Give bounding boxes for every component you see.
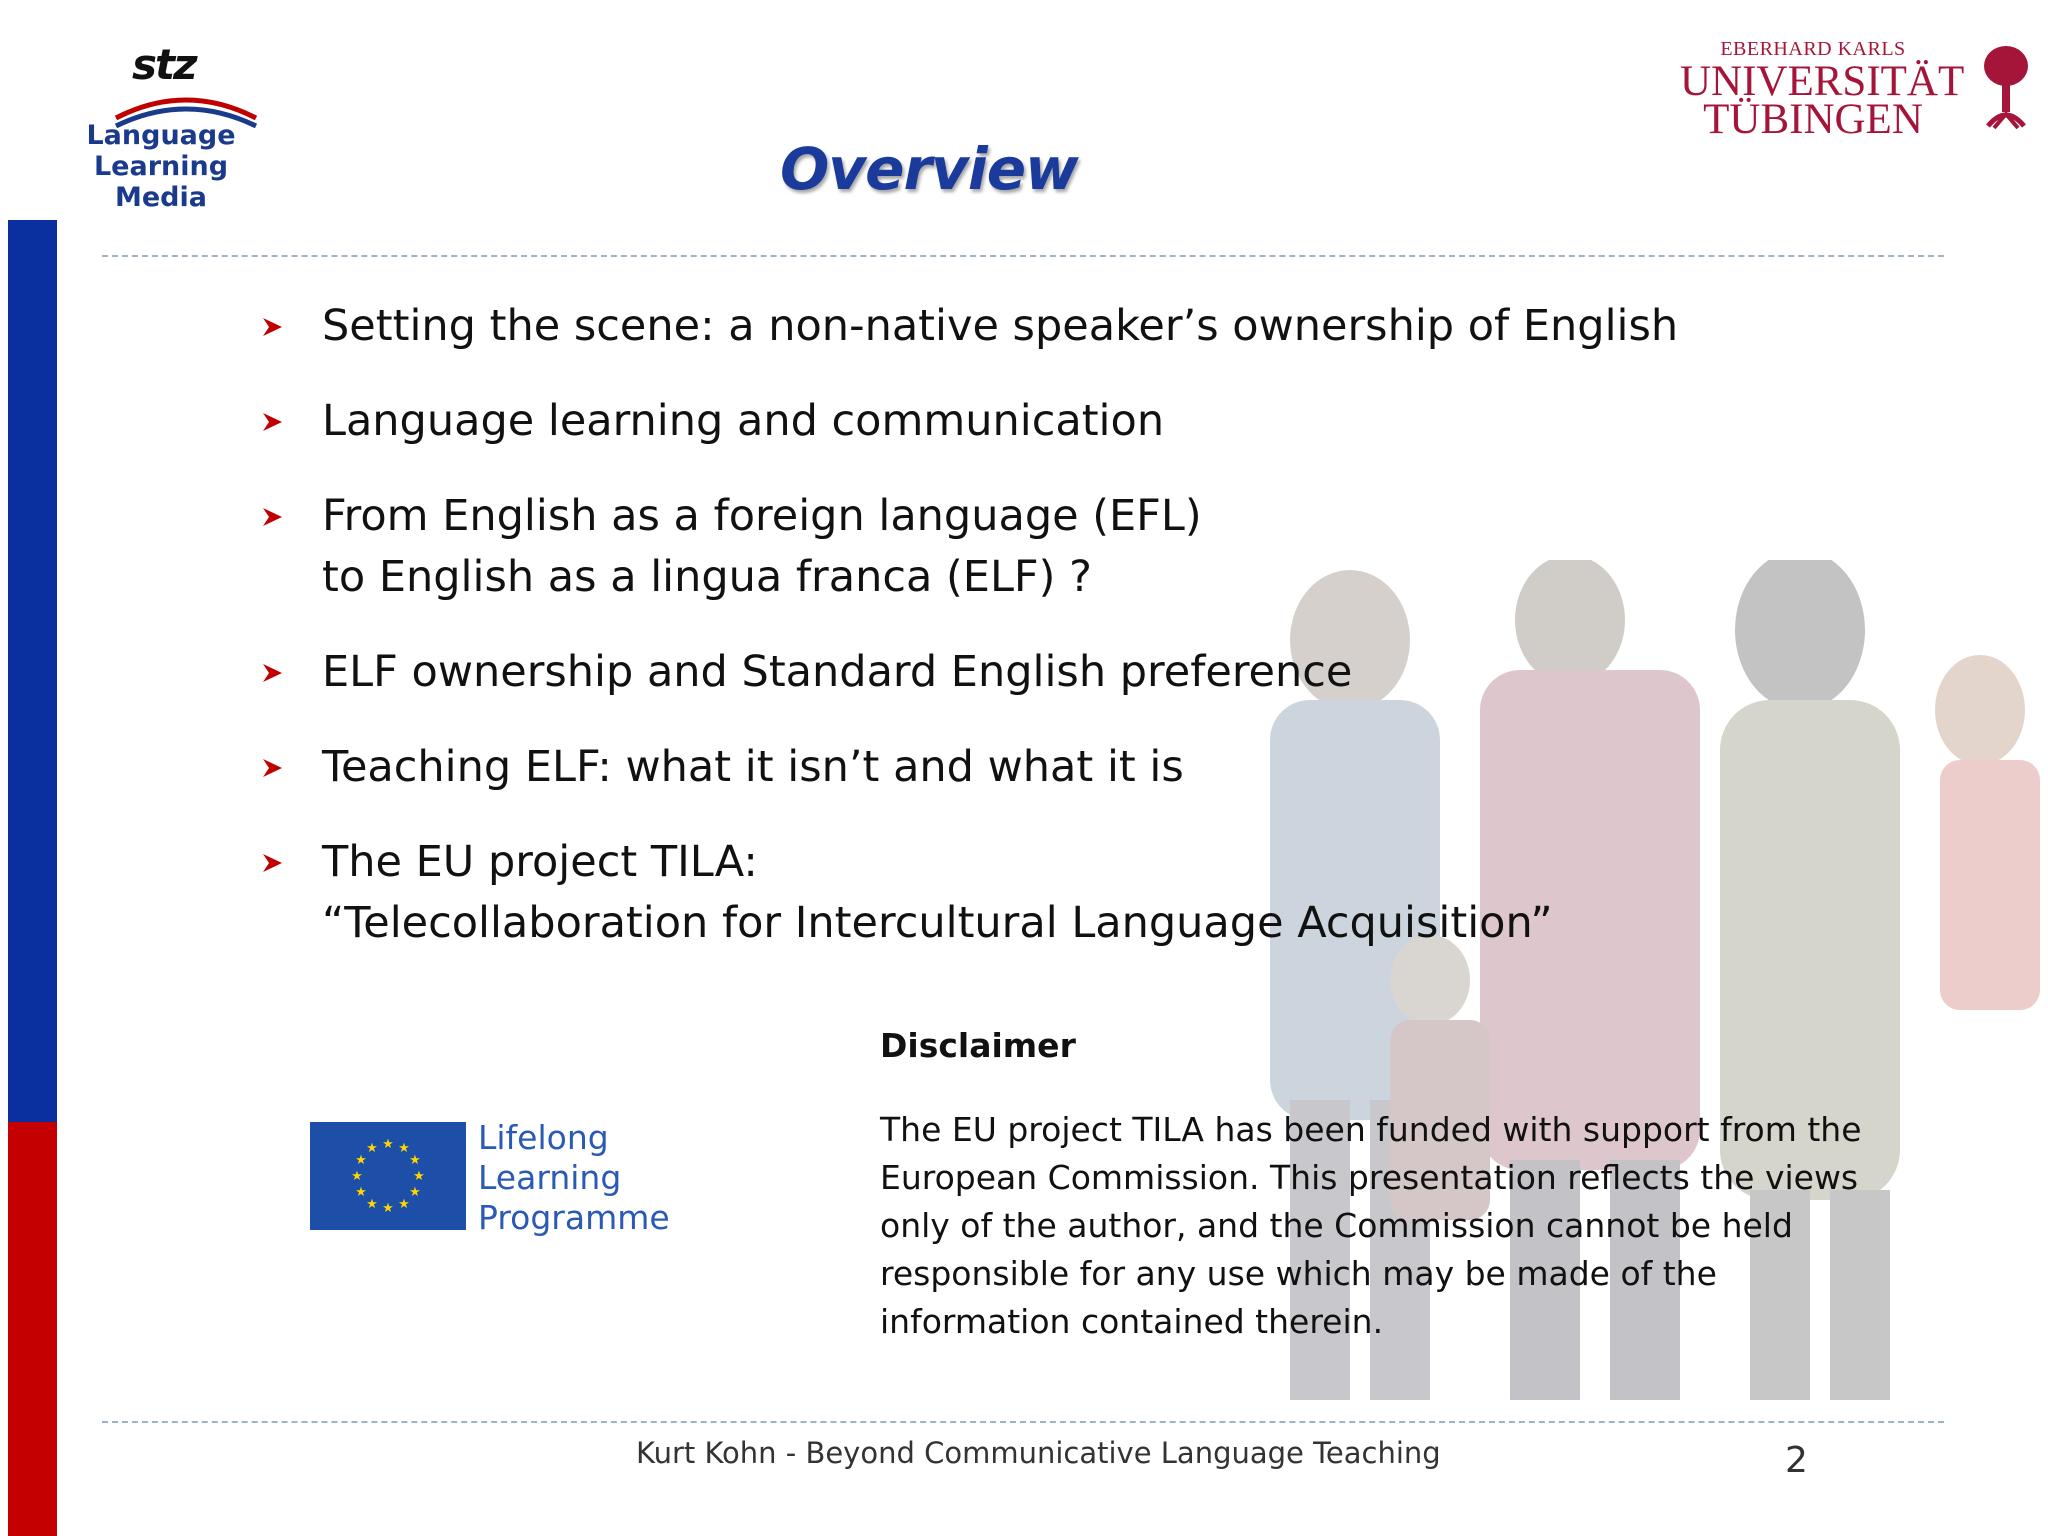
bullet-text: From English as a foreign language (EFL) — [322, 491, 1202, 541]
svg-text:★: ★ — [382, 1137, 394, 1152]
llp-line2: Learning — [478, 1158, 622, 1197]
bullet-text: Teaching ELF: what it isn’t and what it is — [322, 742, 1184, 792]
disclaimer-line: information contained therein. — [880, 1302, 1384, 1341]
bullet-item — [260, 642, 1760, 703]
svg-text:★: ★ — [398, 1141, 410, 1156]
disclaimer-line: European Commission. This presentation reflects the views — [880, 1158, 1859, 1197]
svg-text:★: ★ — [413, 1169, 425, 1184]
left-bar-blue — [8, 220, 57, 1122]
left-bar-red — [8, 1122, 57, 1536]
disclaimer-line: only of the author, and the Commission cannot be held — [880, 1206, 1793, 1245]
stz-logo-line1: Language — [86, 120, 236, 151]
bullet-item — [260, 391, 1760, 452]
divider-bottom — [102, 1421, 1944, 1423]
disclaimer-title: Disclaimer — [880, 1026, 1076, 1065]
bullet-text: The EU project TILA: — [322, 837, 758, 887]
eu-flag-icon — [310, 1122, 466, 1230]
disclaimer-line: responsible for any use which may be made of the — [880, 1254, 1717, 1293]
arrow-bullet-icon — [260, 504, 286, 530]
bullet-text: Language learning and communication — [322, 396, 1165, 446]
bullet-text-continuation: to English as a lingua franca (ELF) ? — [322, 552, 1092, 602]
disclaimer-line: The EU project TILA has been funded with support from the — [880, 1110, 1862, 1149]
university-logo-line2: TÜBINGEN — [1703, 96, 1923, 143]
disclaimer-body — [880, 1106, 1880, 1346]
arrow-bullet-icon — [260, 850, 286, 876]
svg-text:★: ★ — [398, 1197, 410, 1212]
university-logo — [1680, 38, 2040, 143]
bullet-item — [260, 486, 1760, 608]
llp-logo — [310, 1118, 690, 1238]
page-title: Overview — [780, 135, 1078, 203]
university-logo-small: EBERHARD KARLS — [1720, 38, 1906, 60]
bullet-text: Setting the scene: a non-native speaker’s ownership of English — [322, 301, 1679, 351]
svg-text:★: ★ — [382, 1201, 394, 1216]
arrow-bullet-icon — [260, 660, 286, 686]
bullet-item — [260, 832, 1760, 954]
svg-text:★: ★ — [355, 1153, 367, 1168]
bullet-item — [260, 296, 1760, 357]
svg-text:★: ★ — [351, 1169, 363, 1184]
stz-wordmark: stz — [132, 40, 196, 89]
stz-logo — [46, 20, 276, 213]
arrow-bullet-icon — [260, 755, 286, 781]
university-logo-line1: UNIVERSITÄT — [1680, 58, 1965, 105]
llp-logo-text — [478, 1118, 698, 1238]
bullet-text: ELF ownership and Standard English preference — [322, 647, 1353, 697]
svg-text:★: ★ — [366, 1141, 378, 1156]
arrow-bullet-icon — [260, 409, 286, 435]
bullet-text-continuation: “Telecollaboration for Intercultural Language Acquisition” — [322, 898, 1553, 948]
llp-line1: Lifelong — [478, 1118, 609, 1157]
bullet-list — [260, 296, 1760, 988]
palm-tree-icon — [1980, 44, 2032, 130]
llp-line3: Programme — [478, 1198, 670, 1237]
svg-text:★: ★ — [409, 1185, 421, 1200]
svg-text:★: ★ — [355, 1185, 367, 1200]
arrow-bullet-icon — [260, 314, 286, 340]
svg-text:★: ★ — [366, 1197, 378, 1212]
svg-text:★: ★ — [409, 1153, 421, 1168]
page-number: 2 — [1785, 1440, 1808, 1481]
footer-text: Kurt Kohn - Beyond Communicative Language Teaching — [636, 1436, 1441, 1470]
bullet-item — [260, 737, 1760, 798]
divider-top — [102, 255, 1944, 257]
stz-logo-line2: Learning Media — [93, 151, 229, 213]
